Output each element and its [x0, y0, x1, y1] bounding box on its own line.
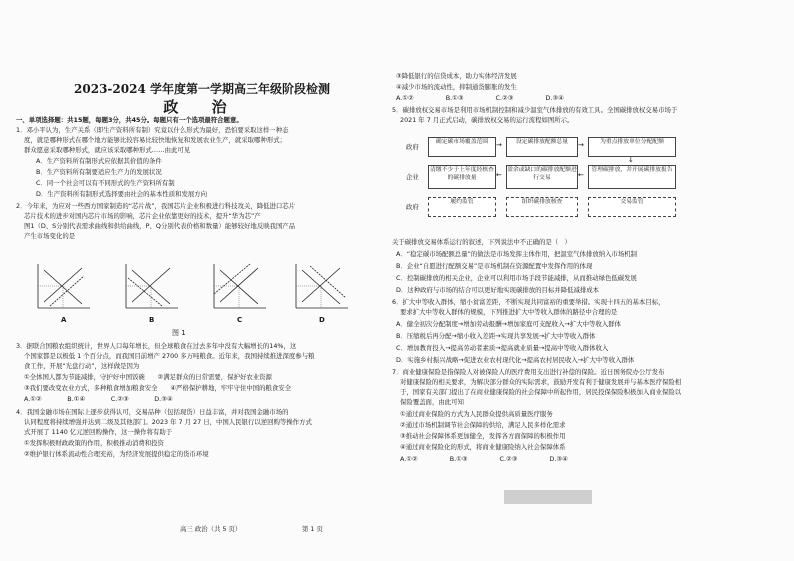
q7-option: ②通过市场机制调节社会保障的供给，满足人民多样化需求	[400, 421, 566, 429]
q1-line: 群众愿意采取哪种形式，就应该采取哪种形式……由此可见	[24, 146, 191, 154]
q6-option-d: D．实施乡村振兴战略→促进农业农村现代化→提高农村居民收入→扩大中等收入群体	[396, 356, 635, 364]
q3-line: 个国家都是以极低 1 个百分点，而我国目前增产 2700 多万吨粮食。近年来，我国持续推进深度参与粮	[24, 352, 315, 360]
flow-box: 组织碳排放核查	[506, 197, 578, 217]
flow-box: 履约监管	[428, 197, 496, 217]
flow-box: 清缴不少于上年度经核查的碳排放量	[428, 165, 496, 189]
flow-row-label: 企业	[406, 173, 419, 181]
figure-label-d: D	[319, 316, 325, 324]
q1-option-b: B．生产资料所有制要适应生产力的发展状况	[36, 168, 162, 176]
q5-line: 5．碳排放权交易市场是利用市场机制控制和减少温室气体排放的有效工具。全国碳排放权交易市场于	[392, 106, 678, 114]
q4-tail-option: ③降低银行的信贷成本，助力实体经济发展	[396, 72, 517, 80]
q2-line: 2．今年来，为应对一些西方国家制造的“芯片战”，我国芯片企业积极进行科技攻关，降低进口芯片	[16, 202, 296, 210]
q4-options: ①发挥积极财政政策的作用，积极推动消费和投资	[24, 439, 164, 447]
q7-answer-choices: A.①② B.①③ C.②③ D.③④	[400, 455, 568, 463]
arrow-right-icon: →	[496, 141, 502, 149]
figure-label-b: B	[149, 316, 155, 324]
arrow-right-icon: →	[578, 141, 584, 149]
page-number: 第 1 页	[302, 525, 323, 533]
q1-option-d: D．生产资料所有制形式选择要由社会的基本性质和发展方向	[36, 190, 208, 198]
q4-answer-choices: A.①② B.①③ C.②③ D.③④	[396, 94, 564, 102]
flow-box: 为重点排放单位分配配额	[588, 137, 676, 157]
figure-label-c: C	[237, 316, 243, 324]
q5-line: 2021 年 7 月正式启动，碳排放权交易的运行流程如图所示。	[400, 116, 574, 124]
flow-box: 设定碳排放配额总量	[506, 137, 578, 157]
q6-line: 要求扩大中等收入群体的规模，下列推进扩大中等收入群体的路径中合理的是	[400, 308, 618, 316]
flow-box: 确定碳市场覆盖范围	[428, 137, 496, 157]
q4-line: 式开展了 1140 亿元逆回购操作，这一操作将有助于	[24, 428, 173, 436]
flow-row-label: 政府	[406, 203, 419, 211]
q4-line: 4．我国金融市场在国际上逐步获得认可，交易品种（包括现货）日益丰富，并对我国金融市场的	[16, 408, 289, 416]
q3-options: ①全体国人都为节能减排，守护好中国饭碗 ②满足群众的日常需要，保护好农业资源	[24, 373, 272, 381]
section-heading: 一、单项选择题：共15题，每题3分，共45分。每题只有一个选项最符合题意。	[16, 116, 243, 124]
figure-label-a: A	[61, 316, 67, 324]
subject-title: 政 治	[163, 98, 241, 116]
carbon-trading-flowchart	[406, 135, 676, 220]
q3-answer-choices: A.①② B.①④ C.②③ D.③④	[24, 395, 173, 403]
right-column	[302, 0, 772, 561]
q2-line: 产生市场变化的是	[24, 232, 76, 240]
q2-line: 芯片技术的进步对国内芯片市场的影响，芯片企业依靠更好的技术，提升“华为芯”产	[24, 212, 261, 220]
q1-line: 1．邓小平认为，生产关系（即生产资料所有制）究竟以什么形式为最好，恐怕要采取这样一种态	[16, 126, 289, 134]
q7-line: 7．商业健康保险是指保险人对被保险人的医疗费用支出进行补偿的保险。近日国务院办公厅发布	[392, 368, 665, 376]
q5-option-d: D．这种政府与市场的结合可以更好地实现碳排放的目标并降低减排成本	[396, 286, 600, 294]
q5-option-a: A．“稳定碳市场配额总量”的做法是市场发挥主体作用，把温室气体排放纳入市场机制	[396, 250, 638, 258]
sd-graph	[122, 262, 180, 312]
q4-tail-option: ④减少市场的流动性，抑制通货膨胀的发生	[396, 83, 517, 91]
figure-panel-c	[210, 262, 268, 312]
sd-graph	[210, 262, 268, 312]
figure-panel-d	[292, 262, 350, 312]
flow-box: 盈余或缺口的碳排放配额进行交易	[506, 165, 578, 189]
q5-option-c: C．控制碳排放的相关企业，企业可以利用市场手段节能减排，从而推动绿色低碳发展	[396, 274, 637, 282]
left-column	[12, 0, 392, 561]
q7-line: 于，国家有关部门提出了在商业健康保险的社会保障中所起作用，居民投保保险积极加入商业保险以	[400, 388, 682, 396]
figure-panel-b	[122, 262, 180, 312]
arrow-left-icon: ←	[496, 171, 502, 179]
q1-option-c: C．同一个社会可以有不同形式的生产资料所有制	[36, 179, 175, 187]
q5-question: 关于碳排放交易体系运行的叙述，下列说法中不正确的是（ ）	[392, 238, 571, 246]
q6-option-b: B．压缩税后再分配→缩小收入差距→实现共享发展→扩大中等收入群体	[396, 332, 596, 340]
arrow-left-icon: ←	[578, 171, 584, 179]
figure-panel-a	[34, 262, 92, 312]
q1-option-a: A．生产资料所有制形式应依据其价值的条件	[36, 157, 162, 165]
sd-graph	[34, 262, 92, 312]
arrow-down-icon: ↓	[628, 156, 634, 164]
q3-line: 3．据联合国粮农组织统计，世界人口每年增长，但全球粮食在过去多年中没有大幅增长的14%，这	[16, 342, 297, 350]
q2-line: 图1（D、S分别代表需求曲线和供给曲线，P、Q分别代表价格和数量）能够较好地反映我国产品	[24, 222, 296, 230]
q3-line: 食工作，开展“光盘行动”，这样做是因为	[24, 362, 140, 370]
flow-row-label: 政府	[406, 143, 419, 151]
q5-option-b: B．企业“自愿进行配额交易”是市场机制在资源配置中发挥作用的体现	[396, 262, 593, 270]
flow-box: 交易监管	[588, 197, 676, 217]
q6-line: 6．扩大中等收入群体，缩小贫富差距，不断实现共同富裕的重要举措。实现十四五的基本目标，	[392, 298, 665, 306]
q4-options: ②维护银行体系流动性合理充裕，为经济发展提供稳定的货币环境	[24, 450, 209, 458]
q1-line: 度，就是哪种形式在哪个地方能够比较容易比较快地恢复和发展农业生产，就采取哪种形式；	[24, 136, 287, 144]
sd-graph	[292, 262, 350, 312]
q3-options: ③我们要改变农业方式，多种粮食增加粮食安全 ④严格保护耕地，牢牢守住中国的粮食安全	[24, 384, 292, 392]
flow-box: 管理碳排放，并开展碳排放报告	[588, 165, 676, 189]
q6-option-c: C．增加教育投入→提高劳动者素质→提高就业质量→提高中等收入群体收入	[396, 344, 609, 352]
q7-line: 对健康保险的相关要求，为解决部分群众的实际需求，鼓励开发有利于健康发展并与基本医疗保险相	[400, 378, 682, 386]
left-footer: 高三 政治（共 5 页）	[180, 525, 242, 533]
figure-caption: 图 1	[172, 329, 186, 337]
exam-title: 2023-2024 学年度第一学期高三年级阶段检测	[74, 82, 330, 96]
redaction-block	[504, 490, 592, 504]
q7-option: ③推动社会保障体系更加健全，发挥各方面保障的积极作用	[400, 432, 566, 440]
q7-option: ④通过商业保险化的形式，将商业健康险纳入社会保障体系	[400, 443, 566, 451]
q7-line: 保险覆盖面，由此可知	[400, 398, 464, 406]
q6-option-a: A．健全初次分配制度→增加劳动报酬→增加家庭可支配收入→扩大中等收入群体	[396, 320, 621, 328]
q7-option: ①通过商业保险的方式为人民群众提供高质量医疗服务	[400, 410, 553, 418]
q4-line: 认同程度将持续增强并达到二级及其他部门。2023 年 7 月 27 日，中国人民银行以逆回购等操作方式	[24, 418, 312, 426]
